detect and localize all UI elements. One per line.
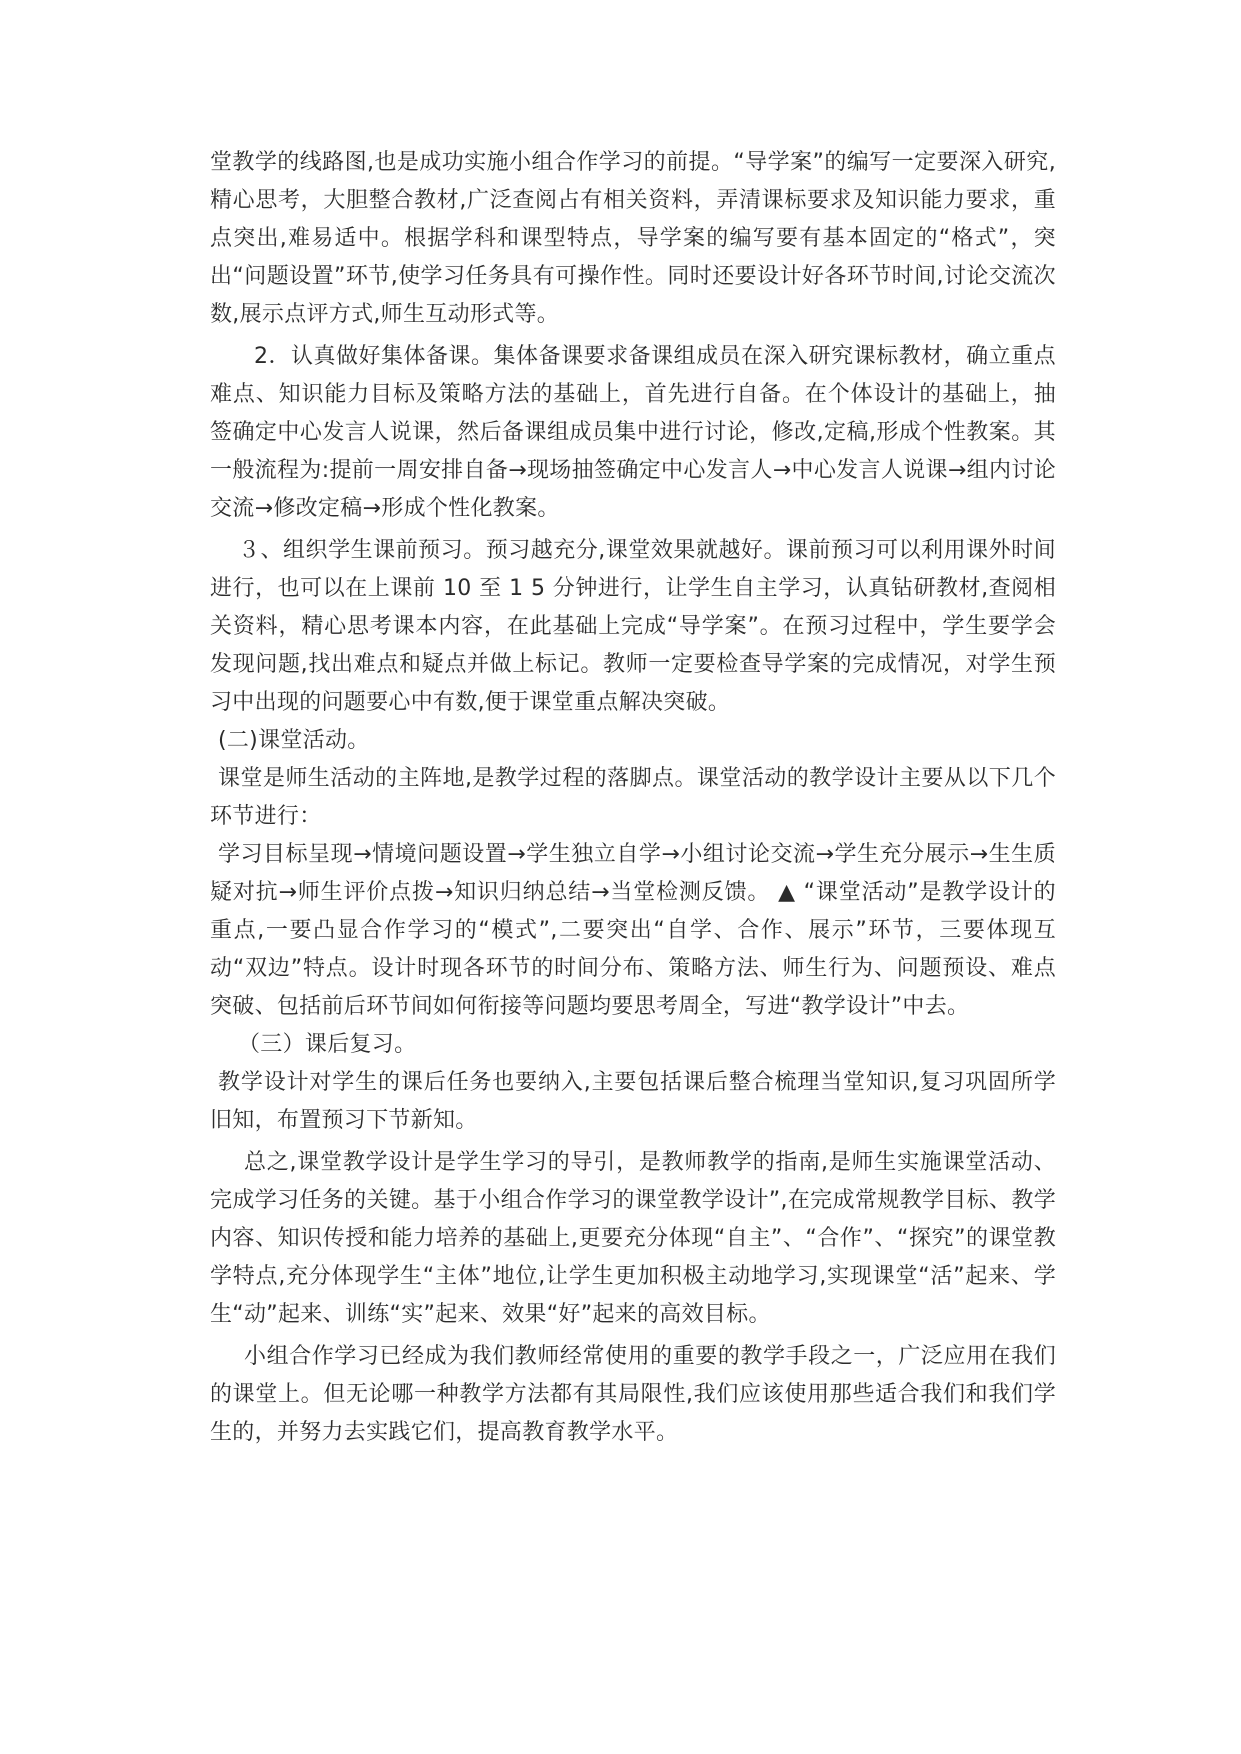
- paragraph-guided-plan: 堂教学的线路图,也是成功实施小组合作学习的前提。“导学案”的编写一定要深入研究,精心思考，大胆整合教材,广泛查阅占有相关资料，弄清课标要求及知识能力要求，重点突出,难易适中。根据学科和课型特点，导学案的编写要有基本固定的“格式”，突出“问题设置”环节,使学习任务具有可操作性。同时还要设计好各环节时间,讨论交流次数,展示点评方式,师生互动形式等。: [210, 150, 1056, 327]
- paragraph-collective-prep: 2．认真做好集体备课。集体备课要求备课组成员在深入研究课标教材，确立重点难点、知识能力目标及策略方法的基础上，首先进行自备。在个体设计的基础上，抽签确定中心发言人说课，然后备课组成员集中进行讨论，修改,定稿,形成个性教案。其一般流程为:提前一周安排自备→现场抽签确定中心发言人→中心发言人说课→组内讨论交流→修改定稿→形成个性化教案。: [210, 344, 1056, 521]
- paragraph-review: 教学设计对学生的课后任务也要纳入,主要包括课后整合梳理当堂知识,复习巩固所学旧知，布置预习下节新知。: [210, 1070, 1056, 1133]
- section-heading-classroom-activity: (二)课堂活动。: [218, 728, 370, 753]
- paragraph-classroom-intro: 课堂是师生活动的主阵地,是教学过程的落脚点。课堂活动的教学设计主要从以下几个环节进行：: [210, 766, 1056, 829]
- paragraph-summary: 总之,课堂教学设计是学生学习的导引，是教师教学的指南,是师生实施课堂活动、完成学习任务的关键。基于小组合作学习的课堂教学设计”,在完成常规教学目标、教学内容、知识传授和能力培养的基础上,更要充分体现“自主”、“合作”、“探究”的课堂教学特点,充分体现学生“主体”地位,让学生更加积极主动地学习,实现课堂“活”起来、学生“动”起来、训练“实”起来、效果“好”起来的高效目标。: [210, 1150, 1056, 1327]
- paragraph-conclusion: 小组合作学习已经成为我们教师经常使用的重要的教学手段之一，广泛应用在我们的课堂上。但无论哪一种教学方法都有其局限性,我们应该使用那些适合我们和我们学生的，并努力去实践它们，提高教育教学水平。: [210, 1344, 1056, 1445]
- paragraph-preview: ３、组织学生课前预习。预习越充分,课堂效果就越好。课前预习可以利用课外时间进行，也可以在上课前 10 至 1 5 分钟进行，让学生自主学习，认真钻研教材,查阅相关资料，精心思考课本内容，在此基础上完成“导学案”。在预习过程中，学生要学会发现问题,找出难点和疑点并做上标记。教师一定要检查导学案的完成情况，对学生预习中出现的问题要心中有数,便于课堂重点解决突破。: [210, 538, 1056, 715]
- paragraph-classroom-flow: 学习目标呈现→情境问题设置→学生独立自学→小组讨论交流→学生充分展示→生生质疑对抗→师生评价点拨→知识归纳总结→当堂检测反馈。 ▲ “课堂活动”是教学设计的重点,一要凸显合作学习的“模式”,二要突出“自学、合作、展示”环节，三要体现互动“双边”特点。设计时现各环节的时间分布、策略方法、师生行为、问题预设、难点突破、包括前后环节间如何衔接等问题均要思考周全，写进“教学设计”中去。: [210, 842, 1056, 1019]
- section-heading-review: （三）课后复习。: [238, 1032, 417, 1057]
- document-body: [210, 144, 1056, 1452]
